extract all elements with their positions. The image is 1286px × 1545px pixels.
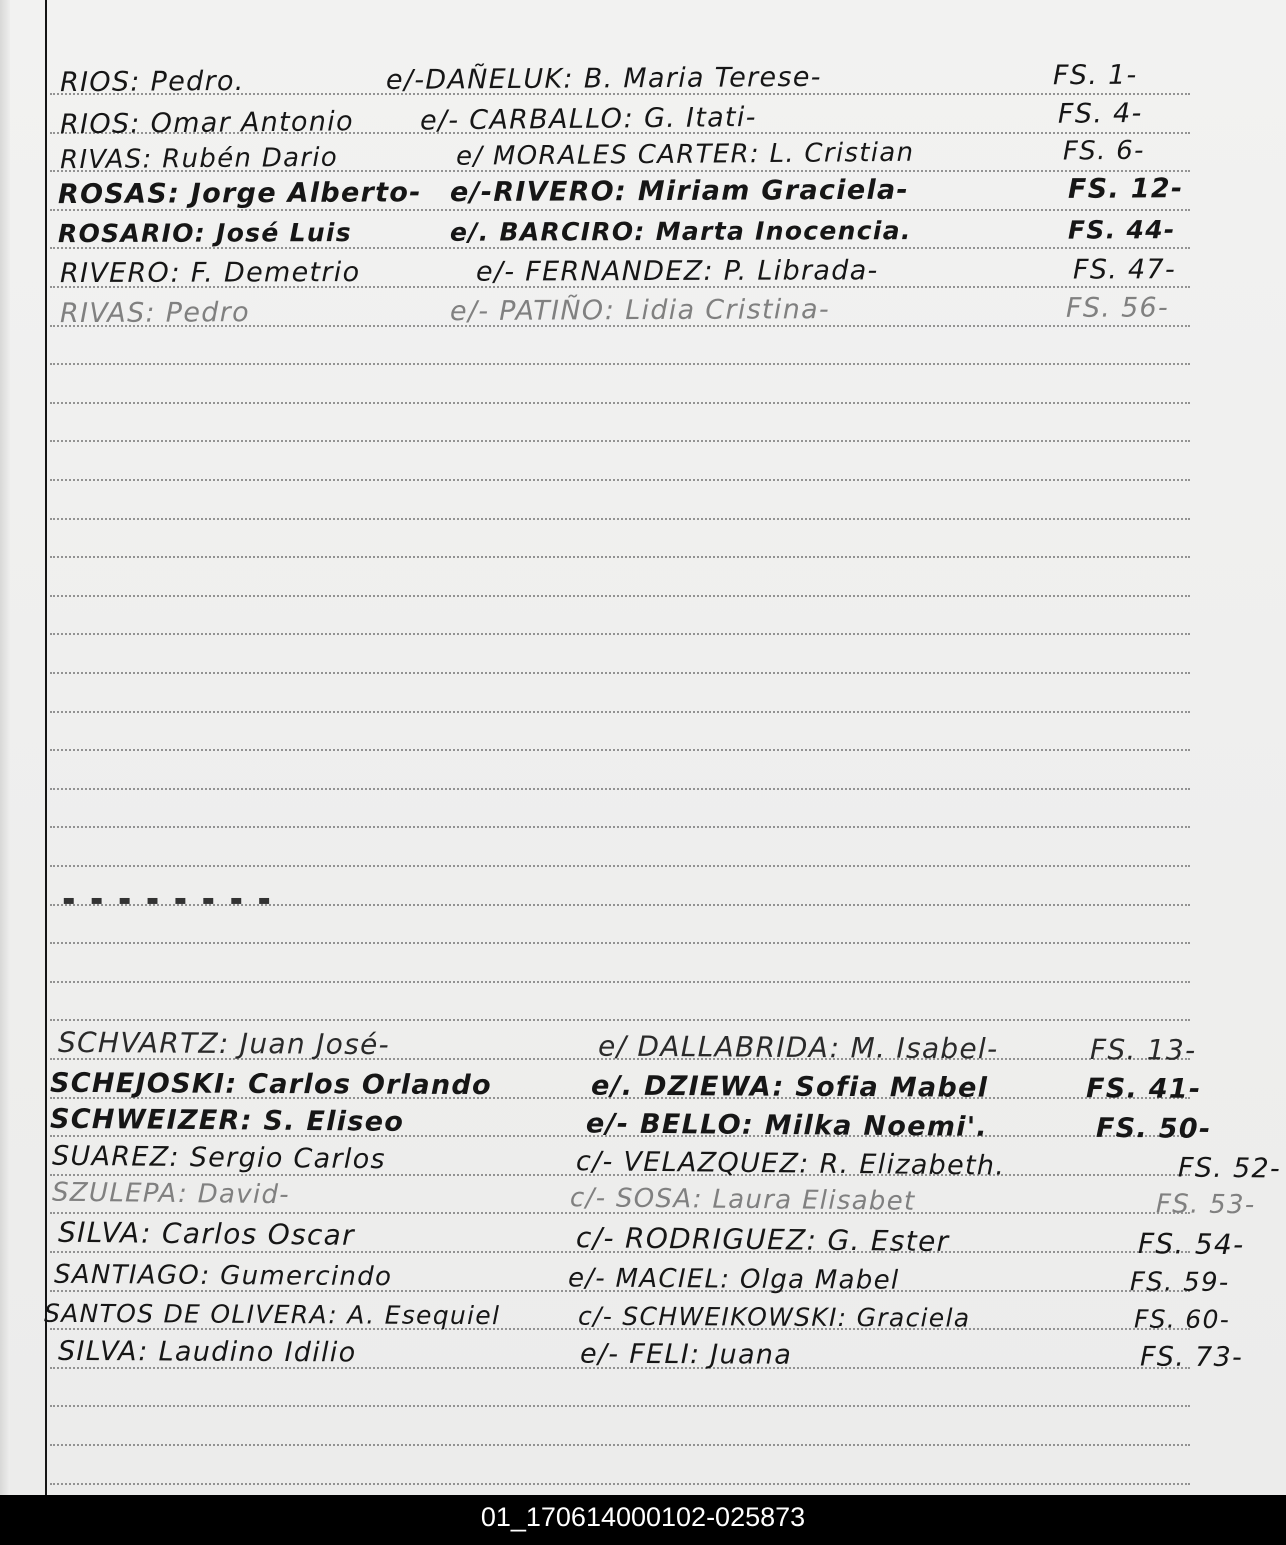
entry-party-b: e/. DZIEWA: Sofia Mabel bbox=[590, 1070, 989, 1104]
entry-party-a: ROSARIO: José Luis bbox=[57, 218, 353, 249]
entry-party-a: SUAREZ: Sergio Carlos bbox=[51, 1140, 387, 1176]
entry-party-a: RIVAS: Rubén Dario bbox=[59, 142, 339, 176]
entry-folio: FS. 59- bbox=[1129, 1267, 1230, 1298]
entry-folio: FS. 44- bbox=[1067, 215, 1176, 245]
entry-party-a: SANTIAGO: Gumercindo bbox=[53, 1259, 393, 1293]
entry-party-b: e/- FERNANDEZ: P. Librada- bbox=[475, 255, 879, 288]
smudge-mark: ▪ ▪ ▪ ▪ ▪ ▪ ▪ ▪ bbox=[62, 892, 275, 908]
entry-folio: FS. 47- bbox=[1072, 254, 1177, 286]
caption-bar bbox=[0, 1495, 1286, 1545]
ruled-line bbox=[50, 711, 1190, 713]
entry-party-a: SZULEPA: David- bbox=[51, 1177, 291, 1211]
entry-folio: FS. 1- bbox=[1052, 59, 1138, 92]
entry-party-b: c/- SCHWEIKOWSKI: Graciela bbox=[577, 1301, 971, 1333]
entry-row bbox=[58, 213, 1256, 251]
entry-party-b: e/- CARBALLO: G. Itati- bbox=[419, 101, 757, 137]
entry-party-b: e/-DAÑELUK: B. Maria Terese- bbox=[385, 61, 822, 96]
entry-party-a: RIOS: Pedro. bbox=[59, 65, 245, 99]
entry-party-a: SILVA: Carlos Oscar bbox=[57, 1215, 356, 1252]
entry-party-b: e/- BELLO: Milka Noemi'. bbox=[585, 1108, 989, 1143]
entry-folio: FS. 12- bbox=[1067, 173, 1184, 205]
entry-party-a: SCHVARTZ: Juan José- bbox=[57, 1025, 391, 1062]
entry-row bbox=[58, 1335, 1256, 1375]
entry-party-b: c/- RODRIGUEZ: G. Ester bbox=[575, 1221, 950, 1259]
entry-folio: FS. 13- bbox=[1089, 1033, 1197, 1067]
ruled-line bbox=[50, 479, 1190, 481]
entry-folio: FS. 73- bbox=[1139, 1341, 1244, 1374]
entry-party-b: e/-RIVERO: Miriam Graciela- bbox=[449, 174, 910, 209]
entry-row bbox=[58, 291, 1256, 331]
entry-party-a: RIOS: Omar Antonio bbox=[59, 106, 354, 141]
entry-folio: FS. 41- bbox=[1085, 1073, 1202, 1105]
entry-party-a: RIVERO: F. Demetrio bbox=[59, 257, 361, 290]
entry-party-b: e/ DALLABRIDA: M. Isabel- bbox=[597, 1029, 999, 1066]
entry-folio: FS. 52- bbox=[1177, 1152, 1282, 1185]
ruled-line bbox=[50, 1444, 1190, 1446]
entry-folio: FS. 53- bbox=[1155, 1189, 1256, 1221]
entry-row bbox=[58, 253, 1256, 291]
entry-folio: FS. 56- bbox=[1065, 292, 1170, 324]
ruled-line bbox=[50, 826, 1190, 828]
entry-row bbox=[58, 172, 1256, 212]
ruled-line bbox=[50, 518, 1190, 520]
entry-row bbox=[43, 1297, 1256, 1337]
ruled-line bbox=[50, 672, 1190, 674]
entry-party-a: ROSAS: Jorge Alberto- bbox=[57, 177, 422, 211]
ruled-line bbox=[50, 788, 1190, 790]
image-caption: 01_170614000102-025873 bbox=[480, 1502, 806, 1532]
ruled-line bbox=[50, 1483, 1190, 1485]
entry-party-a: SANTOS DE OLIVERA: A. Esequiel bbox=[43, 1298, 501, 1331]
ruled-line bbox=[50, 865, 1190, 867]
ruled-line bbox=[50, 1019, 1190, 1021]
entry-folio: FS. 60- bbox=[1133, 1304, 1231, 1335]
entry-party-b: e/- PATIÑO: Lidia Cristina- bbox=[449, 294, 831, 328]
ruled-line bbox=[50, 363, 1190, 365]
ruled-line bbox=[50, 942, 1190, 944]
entry-row bbox=[49, 1067, 1256, 1107]
entry-folio: FS. 4- bbox=[1057, 97, 1143, 130]
entry-party-b: e/ MORALES CARTER: L. Cristian bbox=[455, 137, 915, 172]
entry-party-b: e/- MACIEL: Olga Mabel bbox=[567, 1263, 900, 1296]
entry-party-b: e/. BARCIRO: Marta Inocencia. bbox=[449, 216, 912, 247]
entry-folio: FS. 50- bbox=[1095, 1112, 1212, 1145]
entry-folio: FS. 6- bbox=[1062, 135, 1145, 167]
ruled-line bbox=[50, 556, 1190, 558]
ruled-line bbox=[50, 440, 1190, 442]
entry-party-b: e/- FELI: Juana bbox=[579, 1338, 793, 1371]
ruled-line bbox=[50, 981, 1190, 983]
ruled-line bbox=[50, 749, 1190, 751]
ruled-line bbox=[50, 402, 1190, 404]
entry-folio: FS. 54- bbox=[1137, 1227, 1245, 1262]
ruled-line bbox=[50, 1405, 1190, 1407]
entry-party-a: SCHEJOSKI: Carlos Orlando bbox=[49, 1067, 492, 1102]
entry-party-b: c/- VELAZQUEZ: R. Elizabeth. bbox=[575, 1146, 1006, 1182]
entry-party-a: RIVAS: Pedro bbox=[59, 297, 250, 330]
ruled-line bbox=[50, 633, 1190, 635]
entry-party-a: SILVA: Laudino Idilio bbox=[57, 1335, 357, 1369]
entry-party-a: SCHWEIZER: S. Eliseo bbox=[49, 1103, 405, 1138]
entry-party-b: c/- SOSA: Laura Elisabet bbox=[569, 1183, 916, 1217]
ruled-line bbox=[50, 595, 1190, 597]
